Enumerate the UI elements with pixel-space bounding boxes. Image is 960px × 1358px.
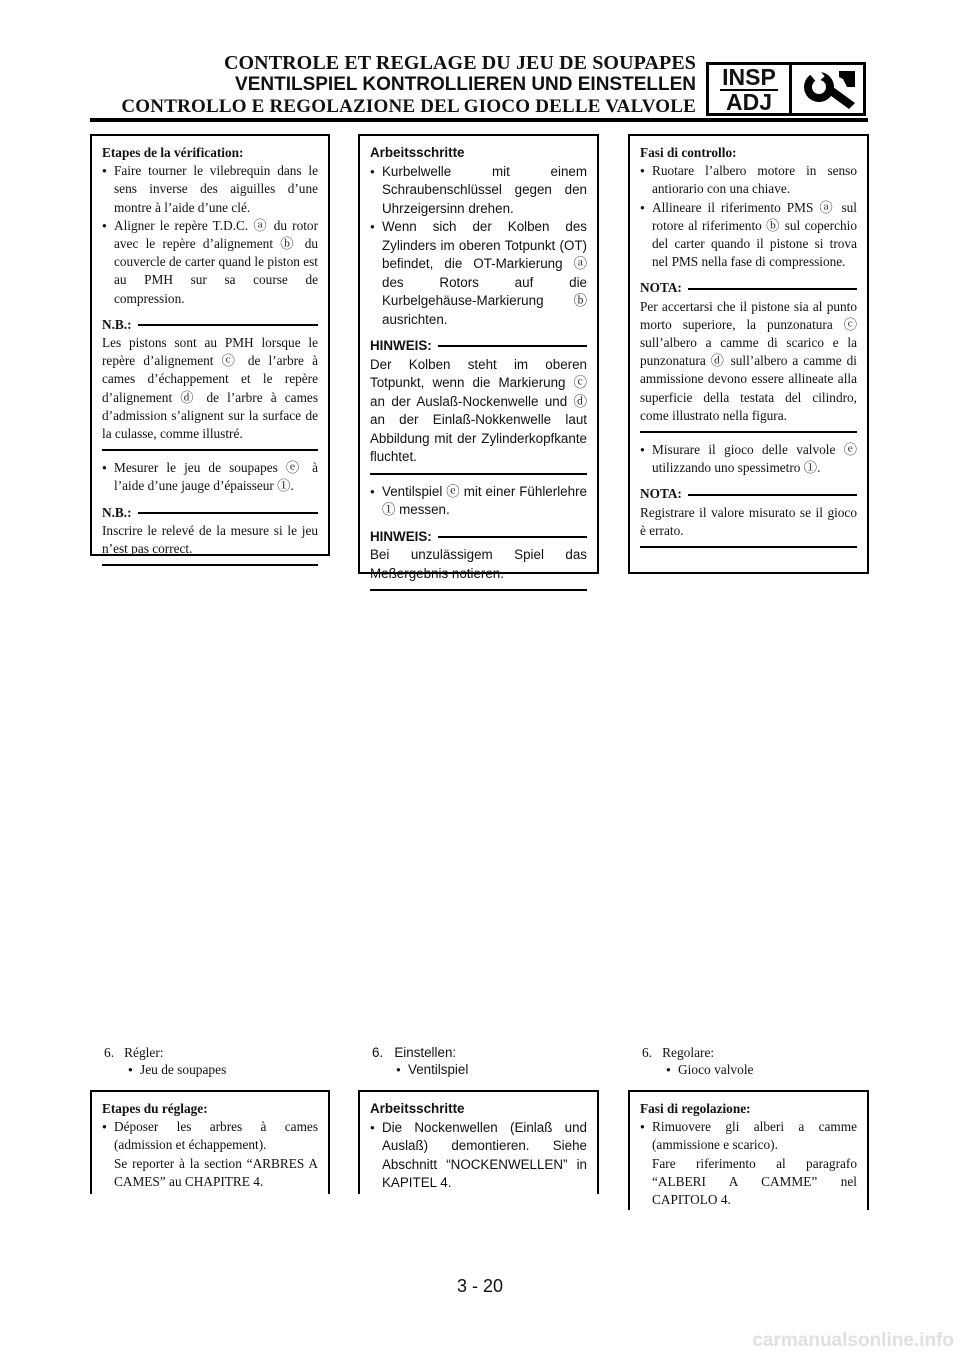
it-adjust-step-1: ● Rimuovere gli alberi a camme (ammissione e scarico). [640,1118,857,1154]
de-check-title: Arbeitsschritte [370,145,465,160]
de-step-num: 6. [372,1045,384,1060]
fr-adjust-step-1: ● Déposer les arbres à cames (admission et échappement). [102,1118,318,1154]
it-step-title: Regolare: [662,1045,715,1060]
de-note1-text: Der Kolben steht im oberen Totpunkt, wenn die Markierung ⓒ an der Auslaß-Nockenwelle und ⓓ an der Einlaß-Nokkenwelle laut Abbildung mit der Zylinderkopfkante fluchtet. [370,356,587,464]
it-note2-label: NOTA: [640,485,857,503]
de-check-step-2: ● Wenn sich der Kolben des Zylinders im oberen Totpunkt (OT) befindet, die OT-Markierung ⓐ des Rotors auf die Kurbelgehäuse-Markierung ⓑ ausrichten. [370,218,587,329]
de-check-box [358,134,599,581]
fr-check-step-2: ● Aligner le repère T.D.C. ⓐ du rotor avec le repère d’alignement ⓑ du couvercle de carter quand le piston est au PMH sur sa course de compression. [102,217,318,308]
watermark: carmanualsonline.info [752,1330,954,1351]
de-adjust-title: Arbeitsschritte [370,1101,465,1116]
it-step-6 [642,1044,862,1078]
de-note1-label: HINWEIS: [370,337,587,356]
divider [370,473,587,475]
it-note2-text: Registrare il valore misurato se il gioco è errato. [640,504,857,538]
de-step-6 [372,1044,592,1078]
de-adjust-box [358,1090,599,1194]
it-adjust-box [628,1090,869,1210]
it-check-step-1: ● Ruotare l’albero motore in senso antiorario con una chiave. [640,162,857,198]
it-step-num: 6. [642,1045,653,1060]
de-note2-text: Bei unzulässigem Spiel das Meßergebnis notieren. [370,547,587,581]
fr-step-title: Régler: [124,1045,164,1060]
header-rule [90,118,868,122]
de-step-title: Einstellen: [394,1045,457,1060]
fr-adjust-title: Etapes du réglage: [102,1101,208,1116]
fr-step-num: 6. [104,1045,115,1060]
de-note2-label: HINWEIS: [370,528,587,547]
it-check-step-3: ● Misurare il gioco delle valvole ⓔ utilizzando uno spessimetro ①. [640,441,857,477]
divider [102,564,318,566]
it-adjust-ref: Fare riferimento al paragrafo “ALBERI A CAMME” nel CAPITOLO 4. [652,1155,857,1208]
it-adjust-title: Fasi di regolazione: [640,1101,751,1116]
fr-adjust-ref: Se reporter à la section “ARBRES A CAMES” au CHAPITRE 4. [114,1155,318,1189]
fr-note2-label: N.B.: [102,504,318,522]
it-note1-text: Per accertarsi che il pistone sia al punto morto superiore, la punzonatura ⓒ sull’albero a camme di scarico e la punzonatura ⓓ sull’albero a camme di ammissione devono essere allineate alla superficie della testata del cilindro, come illustrato nella figura. [640,298,857,423]
fr-note2-text: Inscrire le relevé de la mesure si le jeu n’est pas correct. [102,522,318,557]
fr-check-box [90,134,330,556]
it-check-title: Fasi di controllo: [640,145,737,160]
divider [640,431,857,433]
header-titles [90,52,696,118]
de-check-step-3: ● Ventilspiel ⓔ mit einer Fühlerlehre ① messen. [370,483,587,520]
title-fr: CONTROLE ET REGLAGE DU JEU DE SOUPAPES [223,52,696,74]
fr-note1-text: Les pistons sont au PMH lorsque le repère d’alignement ⓒ de l’arbre à cames d’échappement et le repère d’alignement ⓓ de l’arbre à cames d’admission s’alignent sur la surface de la culasse, comme illustré. [102,335,318,442]
de-step-sub: ● Ventilspiel [372,1061,592,1078]
badge-adj: ADJ [725,88,772,115]
fr-check-title: Etapes de la vérification: [102,145,244,160]
fr-note1-label: N.B.: [102,316,318,334]
divider [102,449,318,451]
title-de: VENTILSPIEL KONTROLLIEREN UND EINSTELLEN [235,74,696,95]
insp-adj-badge [706,62,866,116]
divider [640,546,857,548]
de-check-step-1: ● Kurbelwelle mit einem Schraubenschlüssel gegen den Uhrzeigersinn drehen. [370,163,587,219]
badge-insp: INSP [722,63,776,90]
divider [370,589,587,591]
badge-text [709,65,792,113]
it-check-box [628,134,869,574]
wrench-icon [792,65,863,113]
it-note1-label: NOTA: [640,279,857,297]
fr-check-step-3: ● Mesurer le jeu de soupapes ⓔ à l’aide d’une jauge d’épaisseur ①. [102,459,318,495]
page-number: 3 - 20 [456,1276,504,1296]
de-adjust-step-1: ● Die Nockenwellen (Einlaß und Auslaß) demontieren. Siehe Abschnitt “NOCKENWELLEN” in KAPITEL 4. [370,1119,587,1193]
fr-step-sub: ● Jeu de soupapes [104,1061,324,1078]
fr-adjust-box [90,1090,330,1194]
it-check-step-2: ● Allineare il riferimento PMS ⓐ sul rotore al riferimento ⓑ sul coperchio del carter quando il pistone si trova nel PMS nella fase di compressione. [640,199,857,272]
fr-step-6 [104,1044,324,1078]
fr-check-step-1: ● Faire tourner le vilebrequin dans le sens inverse des aiguilles d’une montre à l’aide d’une clé. [102,162,318,217]
it-step-sub: ● Gioco valvole [642,1061,862,1078]
title-it: CONTROLLO E REGOLAZIONE DEL GIOCO DELLE VALVOLE [121,96,696,117]
